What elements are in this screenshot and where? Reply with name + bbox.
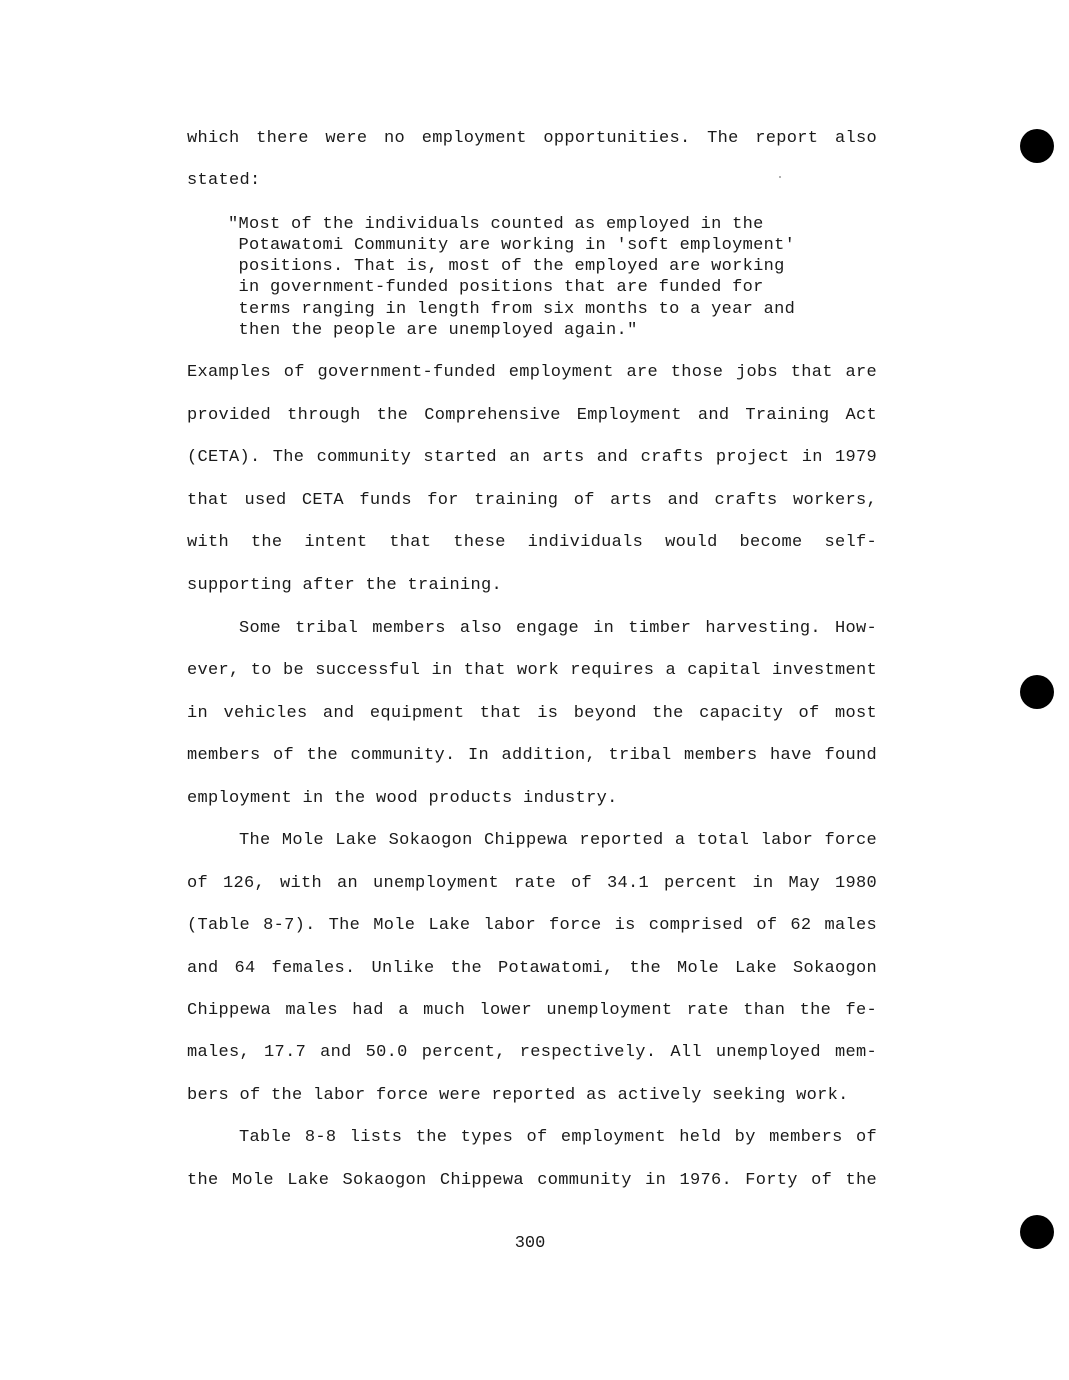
- punch-hole-middle: [1020, 675, 1054, 709]
- block-quote-line: in government-funded positions that are funded for: [228, 278, 764, 297]
- text-line: males, 17.7 and 50.0 percent, respectively. All unemployed mem-: [187, 1043, 877, 1062]
- text-line: stated:: [187, 171, 261, 190]
- text-line: Chippewa males had a much lower unemployment rate than the fe-: [187, 1001, 877, 1020]
- block-quote-line: positions. That is, most of the employed are working: [228, 257, 785, 276]
- text-line: supporting after the training.: [187, 576, 503, 595]
- punch-hole-top: [1020, 129, 1054, 163]
- text-line: (Table 8-7). The Mole Lake labor force is comprised of 62 males: [187, 916, 877, 935]
- text-line: in vehicles and equipment that is beyond the capacity of most: [187, 704, 877, 723]
- text-line: members of the community. In addition, tribal members have found: [187, 746, 877, 765]
- text-line: Table 8-8 lists the types of employment held by members of: [239, 1128, 877, 1147]
- text-line: of 126, with an unemployment rate of 34.1 percent in May 1980: [187, 874, 877, 893]
- text-line: with the intent that these individuals would become self-: [187, 533, 877, 552]
- text-line: employment in the wood products industry.: [187, 789, 618, 808]
- text-line: and 64 females. Unlike the Potawatomi, the Mole Lake Sokaogon: [187, 959, 877, 978]
- text-line: Some tribal members also engage in timber harvesting. How-: [239, 619, 877, 638]
- page-number: 300: [514, 1234, 546, 1253]
- text-line: (CETA). The community started an arts and crafts project in 1979: [187, 448, 877, 467]
- text-line: the Mole Lake Sokaogon Chippewa community in 1976. Forty of the: [187, 1171, 877, 1190]
- block-quote-line: terms ranging in length from six months to a year and: [228, 300, 796, 319]
- block-quote-line: then the people are unemployed again.": [228, 321, 638, 340]
- text-line: The Mole Lake Sokaogon Chippewa reported a total labor force: [239, 831, 877, 850]
- text-line: ever, to be successful in that work requires a capital investment: [187, 661, 877, 680]
- text-line: that used CETA funds for training of arts and crafts workers,: [187, 491, 877, 510]
- block-quote-line: "Most of the individuals counted as employed in the: [228, 215, 764, 234]
- text-line: bers of the labor force were reported as actively seeking work.: [187, 1086, 849, 1105]
- text-line: provided through the Comprehensive Employment and Training Act: [187, 406, 877, 425]
- text-line: Examples of government-funded employment are those jobs that are: [187, 363, 877, 382]
- block-quote-line: Potawatomi Community are working in 'soft employment': [228, 236, 796, 255]
- text-line: which there were no employment opportunities. The report also: [187, 129, 877, 148]
